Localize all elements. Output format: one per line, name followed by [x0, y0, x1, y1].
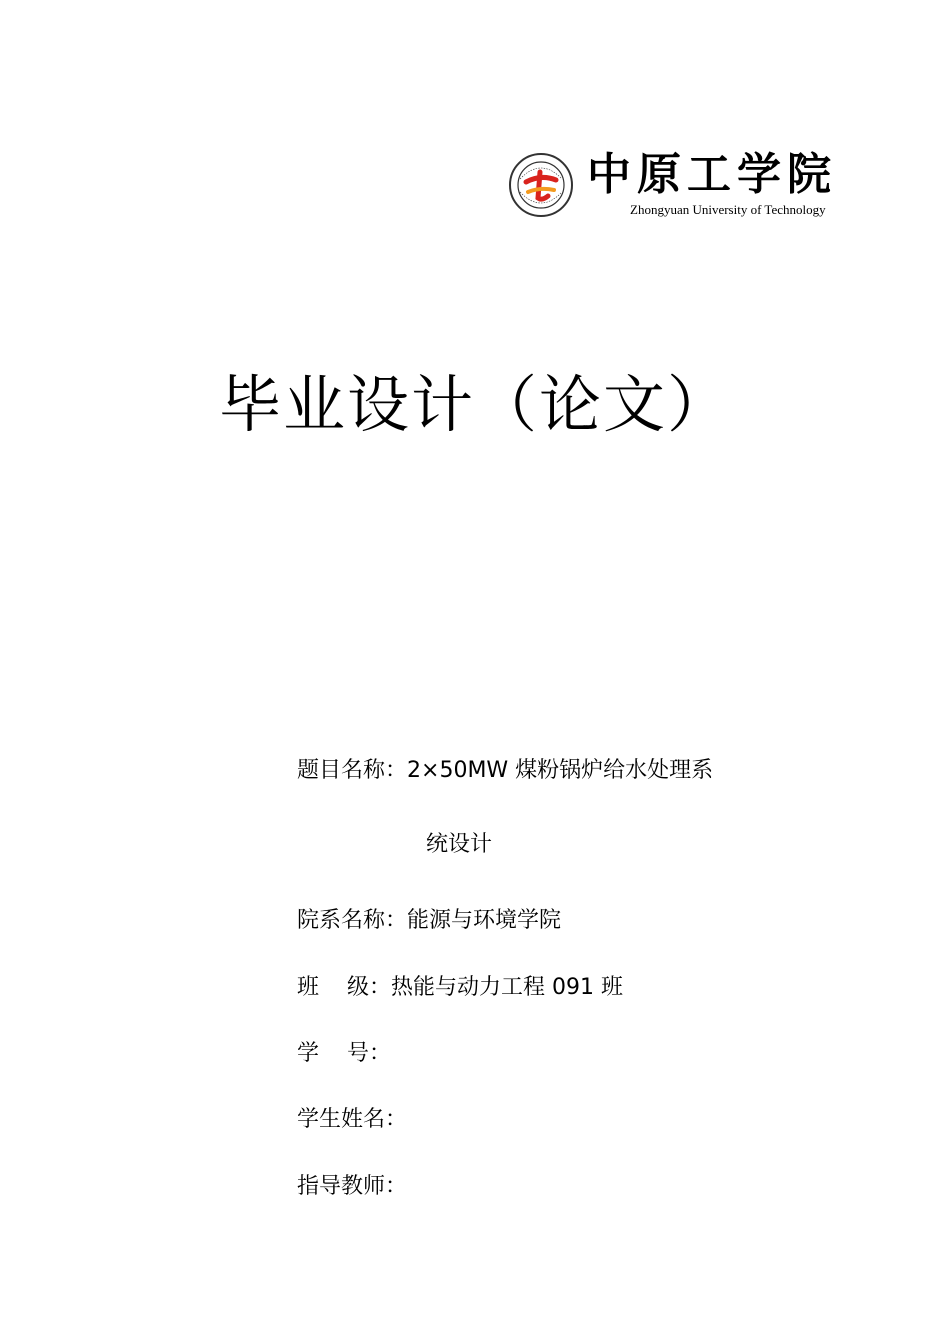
document-title: 毕业设计（论文） — [218, 368, 731, 441]
department-row — [297, 906, 561, 936]
topic-value-line2: 统设计 — [426, 832, 493, 857]
class-label: 班 级： — [297, 975, 391, 1000]
topic-row — [297, 756, 713, 786]
student-name-row — [297, 1105, 407, 1135]
university-emblem-icon — [508, 152, 574, 218]
advisor-label: 指导教师： — [297, 1174, 408, 1199]
student-id-label: 学 号： — [297, 1041, 391, 1066]
university-logo — [505, 148, 845, 222]
student-name-label: 学生姓名： — [297, 1107, 408, 1132]
topic-label: 题目名称： — [297, 758, 408, 783]
topic-value-line1: 2×50MW 煤粉锅炉给水处理系 — [407, 758, 714, 783]
student-id-row — [297, 1039, 391, 1069]
department-label: 院系名称： — [297, 908, 408, 933]
class-row — [297, 973, 623, 1003]
logo-name-en: Zhongyuan University of Technology — [630, 202, 826, 217]
class-value: 热能与动力工程 091 班 — [390, 975, 623, 1000]
department-value: 能源与环境学院 — [407, 908, 562, 933]
topic-continuation-row — [426, 830, 492, 860]
advisor-row — [297, 1172, 407, 1202]
logo-name-cn: 中原工学院 — [587, 149, 837, 200]
